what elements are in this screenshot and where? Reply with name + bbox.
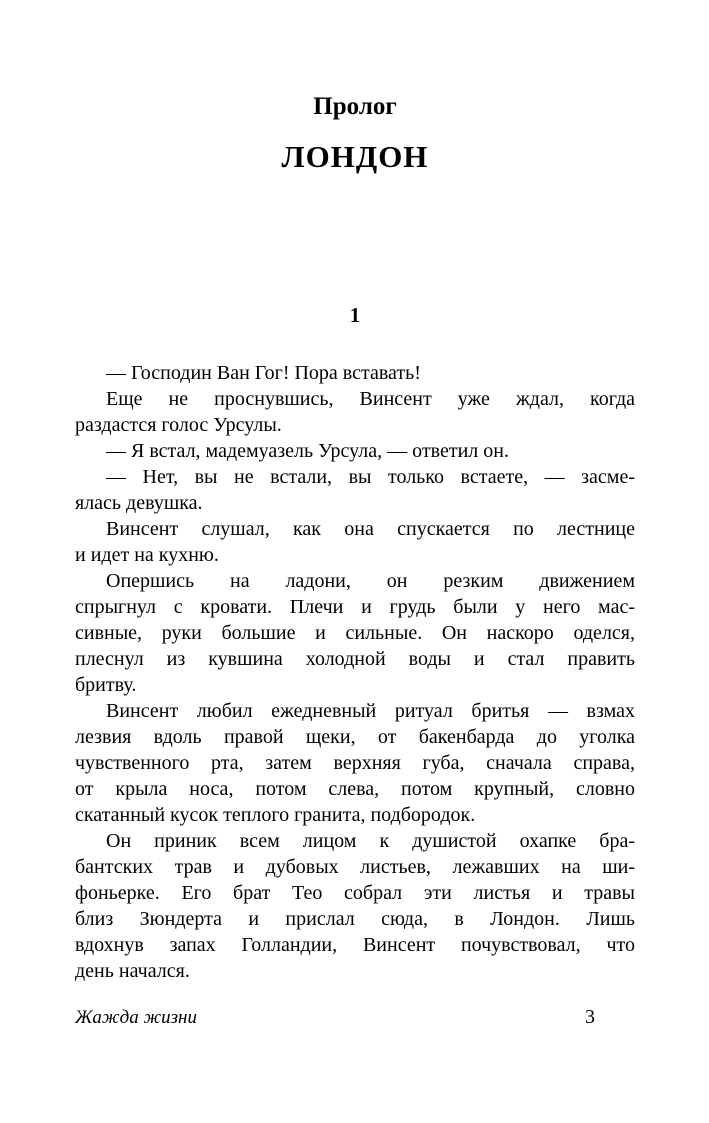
text-line: Винсент слушал, как она спускается по лестнице [106, 518, 635, 540]
paragraph [75, 698, 635, 828]
running-title: Жажда жизни [75, 1007, 197, 1028]
text-line: Опершись на ладони, он резким движением [106, 570, 635, 592]
text-line: Еще не проснувшись, Винсент уже ждал, когда [106, 388, 635, 410]
text-line: чувственного рта, затем верхняя губа, сначала справа, [75, 752, 635, 774]
text-line: раздастся голос Урсулы. [75, 414, 282, 436]
paragraph [75, 438, 635, 464]
text-line: вдохнув запах Голландии, Винсент почувствовал, что [75, 934, 635, 956]
text-line: и идет на кухню. [75, 544, 219, 566]
body-text [75, 360, 635, 984]
text-line: лезвия вдоль правой щеки, от бакенбарда до уголка [75, 726, 635, 748]
paragraph [75, 568, 635, 698]
text-column [75, 0, 635, 984]
text-line: фоньерке. Его брат Тео собрал эти листья и травы [75, 882, 635, 904]
text-line: ялась девушка. [75, 492, 203, 514]
chapter-title: ЛОНДОН [281, 139, 429, 174]
text-line: бритву. [75, 674, 137, 696]
text-line: Он приник всем лицом к душистой охапке бра- [106, 830, 635, 852]
text-line: близ Зюндерта и прислал сюда, в Лондон. Лишь [75, 908, 635, 930]
paragraph [75, 828, 635, 984]
paragraph [75, 386, 635, 438]
page-footer [75, 1005, 635, 1030]
text-line: бантских трав и дубовых листьев, лежавших на ши- [75, 856, 635, 878]
text-line: спрыгнул с кровати. Плечи и грудь были у него мас- [75, 596, 635, 618]
paragraph [75, 360, 635, 386]
text-line: сивные, руки большие и сильные. Он наскоро оделся, [75, 622, 635, 644]
text-line: скатанный кусок теплого гранита, подбородок. [75, 804, 476, 826]
text-line: — Господин Ван Гог! Пора вставать! [106, 362, 421, 384]
page-number: 3 [585, 1006, 595, 1028]
text-line: плеснул из кувшина холодной воды и стал править [75, 648, 635, 670]
section-number: 1 [349, 303, 361, 327]
text-line: — Я встал, мадемуазель Урсула, — ответил он. [106, 440, 509, 462]
prologue-heading: Пролог [313, 93, 397, 120]
text-line: — Нет, вы не встали, вы только встаете, — засме- [106, 466, 635, 488]
paragraph [75, 464, 635, 516]
text-line: от крыла носа, потом слева, потом крупный, словно [75, 778, 635, 800]
text-line: Винсент любил ежедневный ритуал бритья — взмах [106, 700, 635, 722]
text-line: день начался. [75, 960, 190, 982]
paragraph [75, 516, 635, 568]
